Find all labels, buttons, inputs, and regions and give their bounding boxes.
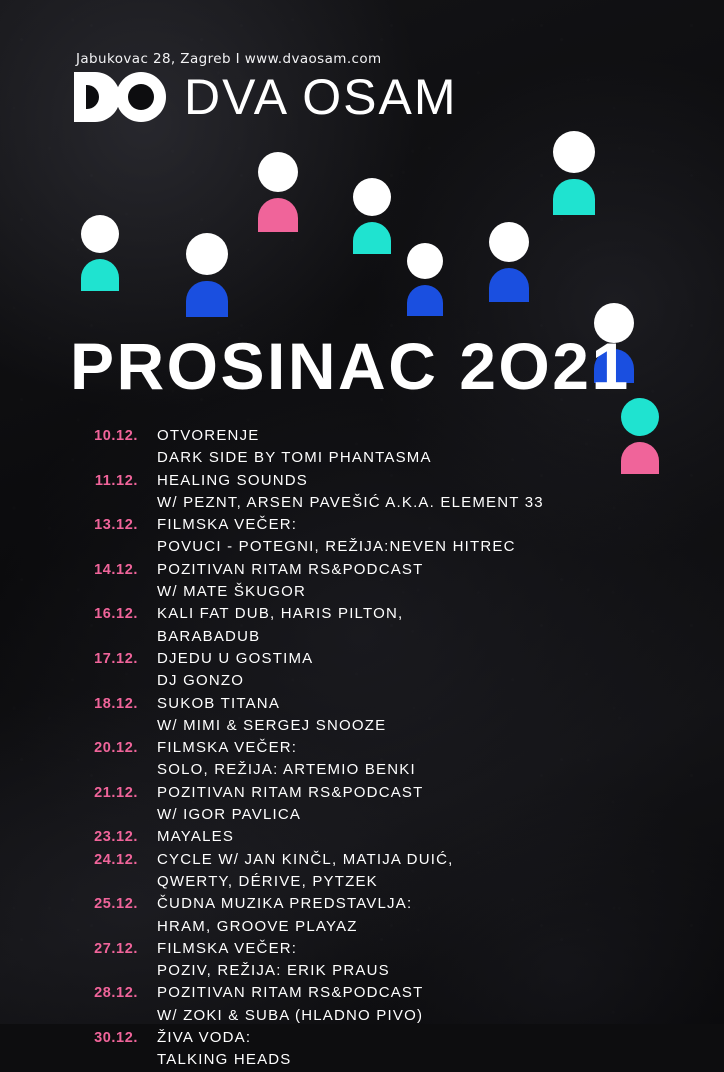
person-figure-head	[353, 178, 391, 216]
event-row	[60, 938, 704, 983]
person-figure-icon	[186, 233, 228, 317]
event-subtitle: DJ GONZO	[157, 672, 245, 690]
event-title: MAYALES	[157, 828, 235, 846]
event-title: DJEDU U GOSTIMA	[157, 649, 314, 667]
event-date: 10.12.	[94, 428, 138, 444]
event-details	[138, 938, 704, 983]
event-row	[60, 826, 704, 848]
event-row	[60, 514, 704, 559]
event-row	[60, 1027, 704, 1072]
event-details	[138, 737, 704, 782]
event-title: SUKOB TITANA	[157, 694, 281, 712]
event-title: HEALING SOUNDS	[157, 471, 308, 489]
event-row	[60, 648, 704, 693]
person-figure-body	[353, 222, 391, 254]
event-date: 25.12.	[94, 896, 138, 913]
person-figure-icon	[489, 222, 529, 302]
event-title: POZITIVAN RITAM RS&PODCAST	[157, 783, 424, 801]
do-monogram-icon	[74, 72, 166, 122]
person-figure-icon	[353, 178, 391, 254]
event-title: OTVORENJE	[157, 427, 260, 444]
event-details	[138, 826, 704, 848]
person-figure-head	[186, 233, 228, 275]
event-title: ŽIVA VODA:	[157, 1029, 252, 1047]
event-date: 17.12.	[94, 650, 138, 667]
event-subtitle: W/ PEZNT, ARSEN PAVEŠIĆ A.K.A. ELEMENT 33	[157, 493, 544, 511]
event-subtitle: TALKING HEADS	[157, 1051, 292, 1069]
event-date: 11.12.	[94, 472, 138, 489]
event-details	[138, 425, 704, 470]
person-figure-icon	[258, 152, 298, 232]
event-date: 27.12.	[94, 940, 138, 957]
event-row	[60, 893, 704, 938]
person-figure-head	[258, 152, 298, 192]
event-row	[60, 982, 704, 1027]
event-date: 21.12.	[94, 784, 138, 801]
event-details	[138, 693, 704, 738]
brand-name: DVA OSAM	[184, 69, 458, 125]
event-row	[60, 603, 704, 648]
event-title: KALI FAT DUB, HARIS PILTON,	[157, 605, 404, 623]
event-title: FILMSKA VEČER:	[157, 939, 298, 957]
event-details	[138, 514, 704, 559]
event-title: POZITIVAN RITAM RS&PODCAST	[157, 984, 424, 1002]
logo-letter-d-counter	[86, 85, 99, 109]
event-details	[138, 603, 704, 648]
person-figure-icon	[81, 215, 119, 291]
event-subtitle: W/ ZOKI & SUBA (HLADNO PIVO)	[157, 1006, 424, 1024]
person-figure-head	[81, 215, 119, 253]
person-figure-body	[407, 285, 443, 316]
event-subtitle: POVUCI - POTEGNI, REŽIJA:NEVEN HITREC	[157, 538, 516, 556]
event-subtitle: W/ MATE ŠKUGOR	[157, 583, 307, 601]
event-details	[138, 982, 704, 1027]
person-figure-body	[186, 281, 228, 317]
event-row	[60, 737, 704, 782]
logo-letter-o-counter	[128, 84, 154, 110]
event-row	[60, 470, 704, 515]
event-date: 13.12.	[94, 517, 138, 534]
person-figure-body	[258, 198, 298, 232]
person-figure-head	[407, 243, 443, 279]
event-title: FILMSKA VEČER:	[157, 739, 298, 757]
person-figure-body	[489, 268, 529, 302]
person-figure-head	[489, 222, 529, 262]
person-figure-body	[81, 259, 119, 291]
brand-logo	[74, 69, 458, 125]
event-subtitle: QWERTY, DÉRIVE, PYTZEK	[157, 872, 378, 890]
event-title: POZITIVAN RITAM RS&PODCAST	[157, 560, 424, 578]
event-row	[60, 782, 704, 827]
person-figure-body	[553, 179, 595, 215]
event-details	[138, 849, 704, 894]
event-date: 16.12.	[94, 606, 138, 623]
person-figure-head	[553, 131, 595, 173]
event-details	[138, 559, 704, 604]
event-row	[60, 425, 704, 470]
event-row	[60, 559, 704, 604]
venue-address: Jabukovac 28, Zagreb I www.dvaosam.com	[76, 51, 382, 67]
person-figure-icon	[407, 243, 443, 316]
event-title: FILMSKA VEČER:	[157, 516, 298, 534]
event-listing	[60, 425, 704, 1072]
event-date: 20.12.	[94, 740, 138, 757]
event-subtitle: POZIV, REŽIJA: ERIK PRAUS	[157, 962, 390, 980]
event-date: 30.12.	[94, 1030, 138, 1047]
event-subtitle: W/ MIMI & SERGEJ SNOOZE	[157, 716, 387, 734]
event-title: CYCLE W/ JAN KINČL, MATIJA DUIĆ,	[157, 850, 454, 868]
event-date: 24.12.	[94, 851, 138, 868]
event-subtitle: HRAM, GROOVE PLAYAZ	[157, 917, 358, 935]
event-details	[138, 648, 704, 693]
event-details	[138, 782, 704, 827]
page-title: PROSINAC 2O21	[70, 329, 631, 403]
event-date: 18.12.	[94, 695, 138, 712]
event-row	[60, 849, 704, 894]
event-details	[138, 893, 704, 938]
person-figure-icon	[553, 131, 595, 215]
event-details	[138, 470, 704, 515]
event-date: 28.12.	[94, 985, 138, 1002]
logo-letter-d	[74, 72, 120, 122]
event-date: 23.12.	[94, 829, 138, 846]
event-details	[138, 1027, 704, 1072]
event-date: 14.12.	[94, 561, 138, 578]
event-subtitle: W/ IGOR PAVLICA	[157, 806, 302, 824]
event-subtitle: SOLO, REŽIJA: ARTEMIO BENKI	[157, 761, 416, 779]
event-subtitle: BARABADUB	[157, 627, 261, 645]
event-subtitle: DARK SIDE BY TOMI PHANTASMA	[157, 449, 432, 467]
event-title: ČUDNA MUZIKA PREDSTAVLJA:	[157, 895, 413, 913]
event-row	[60, 693, 704, 738]
